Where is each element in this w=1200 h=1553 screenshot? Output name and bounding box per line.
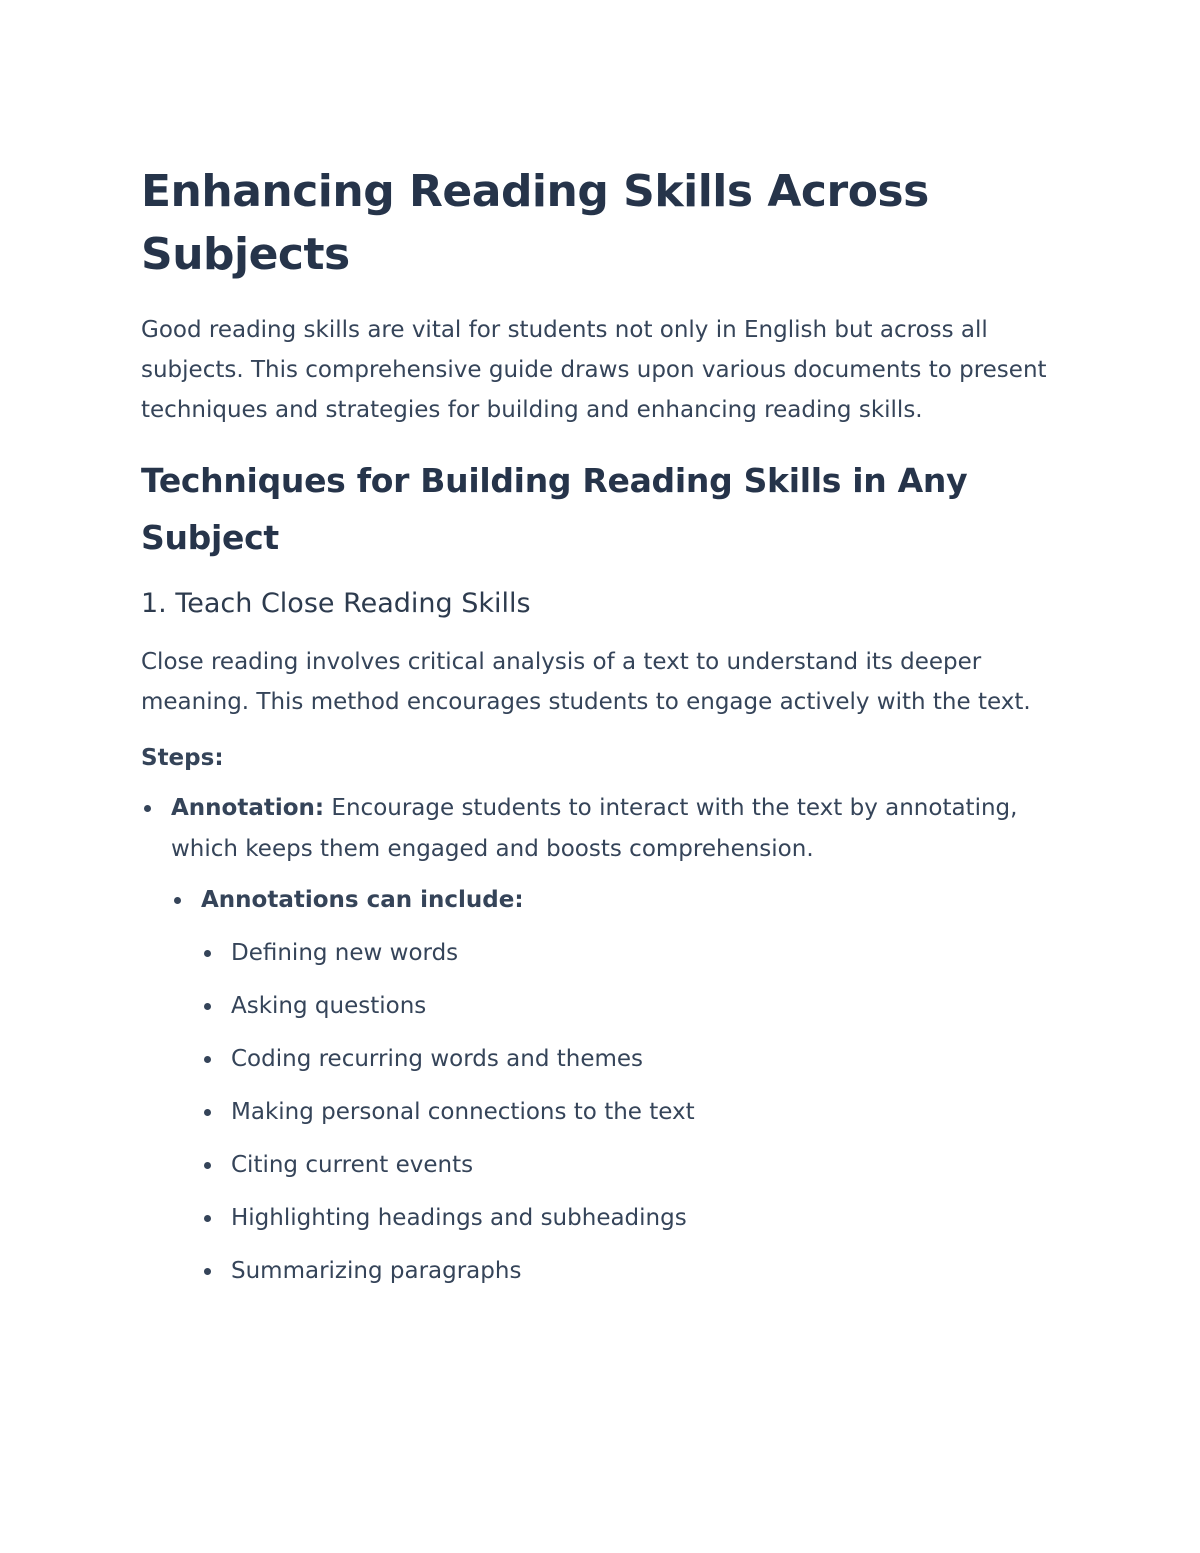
bullet-icon xyxy=(204,1109,211,1116)
list-item-text: Citing current events xyxy=(231,1152,474,1178)
list-item xyxy=(201,1145,1061,1186)
annotation-text: Encourage students to interact with the text by annotating, which keeps them engaged and boosts comprehension. xyxy=(171,795,1018,862)
annotation-sublist xyxy=(171,880,1061,1292)
bullet-icon xyxy=(204,1003,211,1010)
page-title: Enhancing Reading Skills Across Subjects xyxy=(141,166,929,280)
list-item-text: Asking questions xyxy=(231,993,427,1019)
list-item-text: Highlighting headings and subheadings xyxy=(231,1205,687,1231)
list-item-text: Coding recurring words and themes xyxy=(231,1046,644,1072)
steps-label: Steps: xyxy=(141,745,224,771)
list-item-annotation xyxy=(141,788,1061,1292)
list-item xyxy=(201,1039,1061,1080)
bullet-icon xyxy=(204,1056,211,1063)
bullet-icon xyxy=(144,805,151,812)
bullet-icon xyxy=(204,1215,211,1222)
bullet-icon xyxy=(204,950,211,957)
annotation-types-list xyxy=(201,933,1061,1292)
list-item-text: Making personal connections to the text xyxy=(231,1099,695,1125)
section-heading: Techniques for Building Reading Skills in Any Subject xyxy=(141,461,968,557)
list-item xyxy=(201,1251,1061,1292)
list-item-text: Defining new words xyxy=(231,940,459,966)
bullet-icon xyxy=(204,1162,211,1169)
subsection-paragraph: Close reading involves critical analysis of a text to understand its deeper meaning. This method encourages students to engage actively with the text. xyxy=(141,649,1031,715)
include-label: Annotations can include: xyxy=(201,887,524,913)
list-item-include xyxy=(171,880,1061,1292)
steps-list xyxy=(141,788,1061,1292)
list-item-text: Summarizing paragraphs xyxy=(231,1258,522,1284)
annotation-label: Annotation: xyxy=(171,795,325,821)
list-item xyxy=(201,986,1061,1027)
document-page xyxy=(141,160,1061,1304)
bullet-icon xyxy=(204,1268,211,1275)
list-item xyxy=(201,933,1061,974)
subsection-heading: 1. Teach Close Reading Skills xyxy=(141,588,531,619)
list-item xyxy=(201,1198,1061,1239)
intro-paragraph: Good reading skills are vital for students not only in English but across all subjects. This comprehensive guide draws upon various documents to present techniques and strategies for building and enhancing reading skills. xyxy=(141,317,1047,423)
bullet-icon xyxy=(174,897,181,904)
list-item xyxy=(201,1092,1061,1133)
